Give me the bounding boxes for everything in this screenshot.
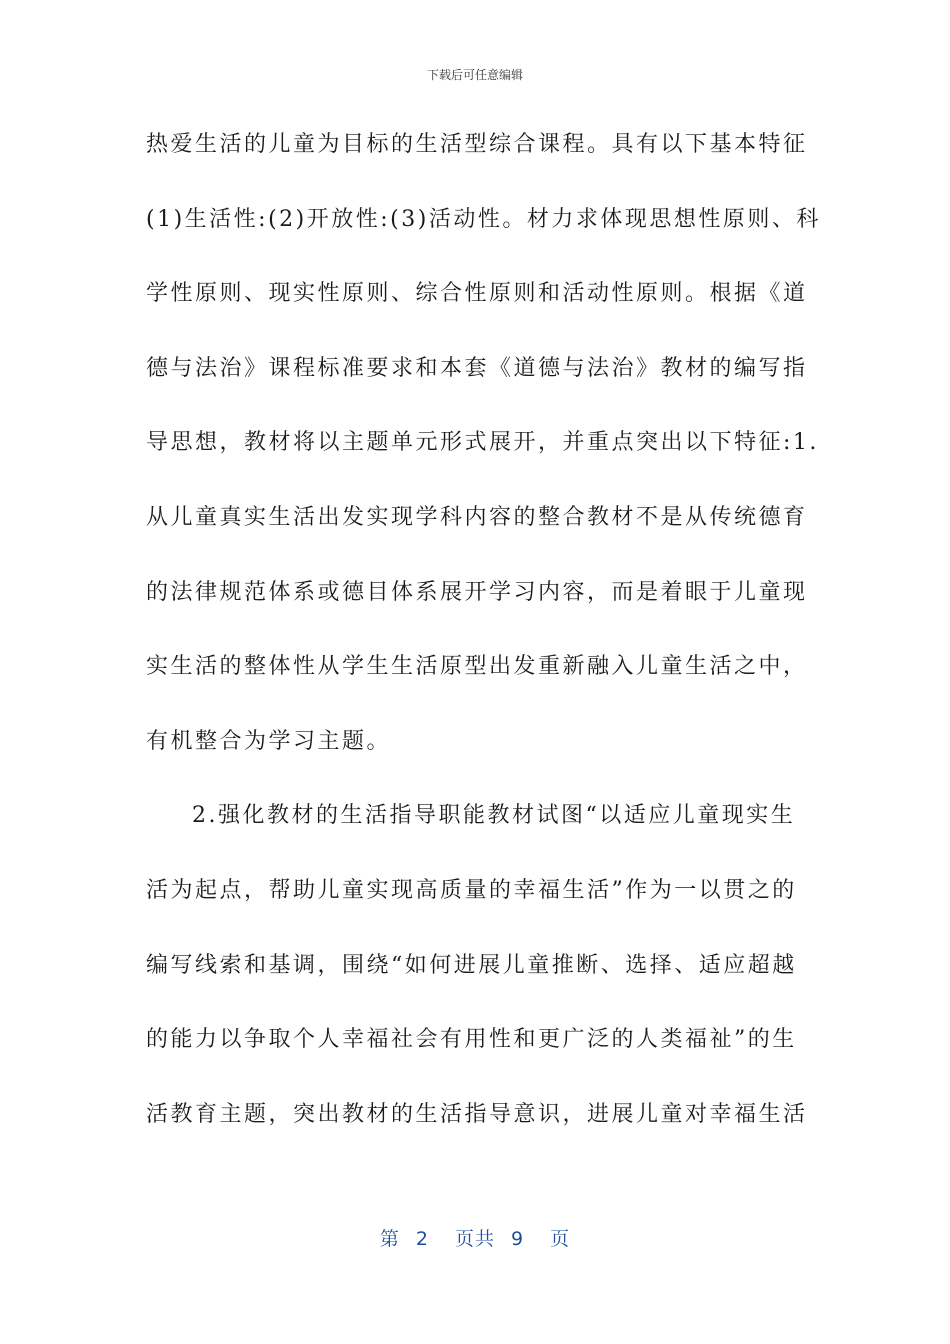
footer-label-suffix: 页 (550, 1228, 571, 1250)
text-line: 德与法治》课程标准要求和本套《道德与法治》教材的编写指 (146, 355, 808, 381)
document-body (146, 120, 821, 1164)
footer-label-prefix: 第 (379, 1228, 400, 1250)
text-line: 2.强化教材的生活指导职能教材试图“以适应儿童现实生 (192, 803, 796, 829)
text-line: 导思想，教材将以主题单元形式展开，并重点突出以下特征:1. (146, 430, 819, 456)
text-line: 从儿童真实生活出发实现学科内容的整合教材不是从传统德育 (146, 504, 808, 530)
text-line: 活为起点，帮助儿童实现高质量的幸福生活”作为一以贯之的 (146, 877, 797, 903)
footer-label-mid: 页共 (454, 1228, 495, 1250)
text-line: 学性原则、现实性原则、综合性原则和活动性原则。根据《道 (146, 281, 808, 307)
paragraph-2 (146, 791, 806, 1164)
text-line: 实生活的整体性从学生生活原型出发重新融入儿童生活之中， (146, 654, 808, 680)
current-page-number: 2 (415, 1228, 429, 1250)
page-footer (0, 1224, 950, 1251)
text-line: 编写线索和基调，围绕“如何进展儿童推断、选择、适应超越 (146, 952, 797, 978)
text-line: 的能力以争取个人幸福社会有用性和更广泛的人类福祉”的生 (146, 1027, 797, 1053)
text-line: 有机整合为学习主题。 (146, 728, 392, 754)
page-header: 下载后可任意编辑 (426, 68, 523, 82)
total-pages-number: 9 (511, 1228, 525, 1250)
paragraph-1 (146, 120, 821, 791)
text-line: 的法律规范体系或德目体系展开学习内容，而是着眼于儿童现 (146, 579, 808, 605)
text-line: 热爱生活的儿童为目标的生活型综合课程。具有以下基本特征 (146, 132, 808, 157)
text-line: 活教育主题，突出教材的生活指导意识，进展儿童对幸福生活 (146, 1101, 808, 1127)
text-line: (1)生活性:(2)开放性:(3)活动性。材力求体现思想性原则、科 (146, 206, 821, 232)
